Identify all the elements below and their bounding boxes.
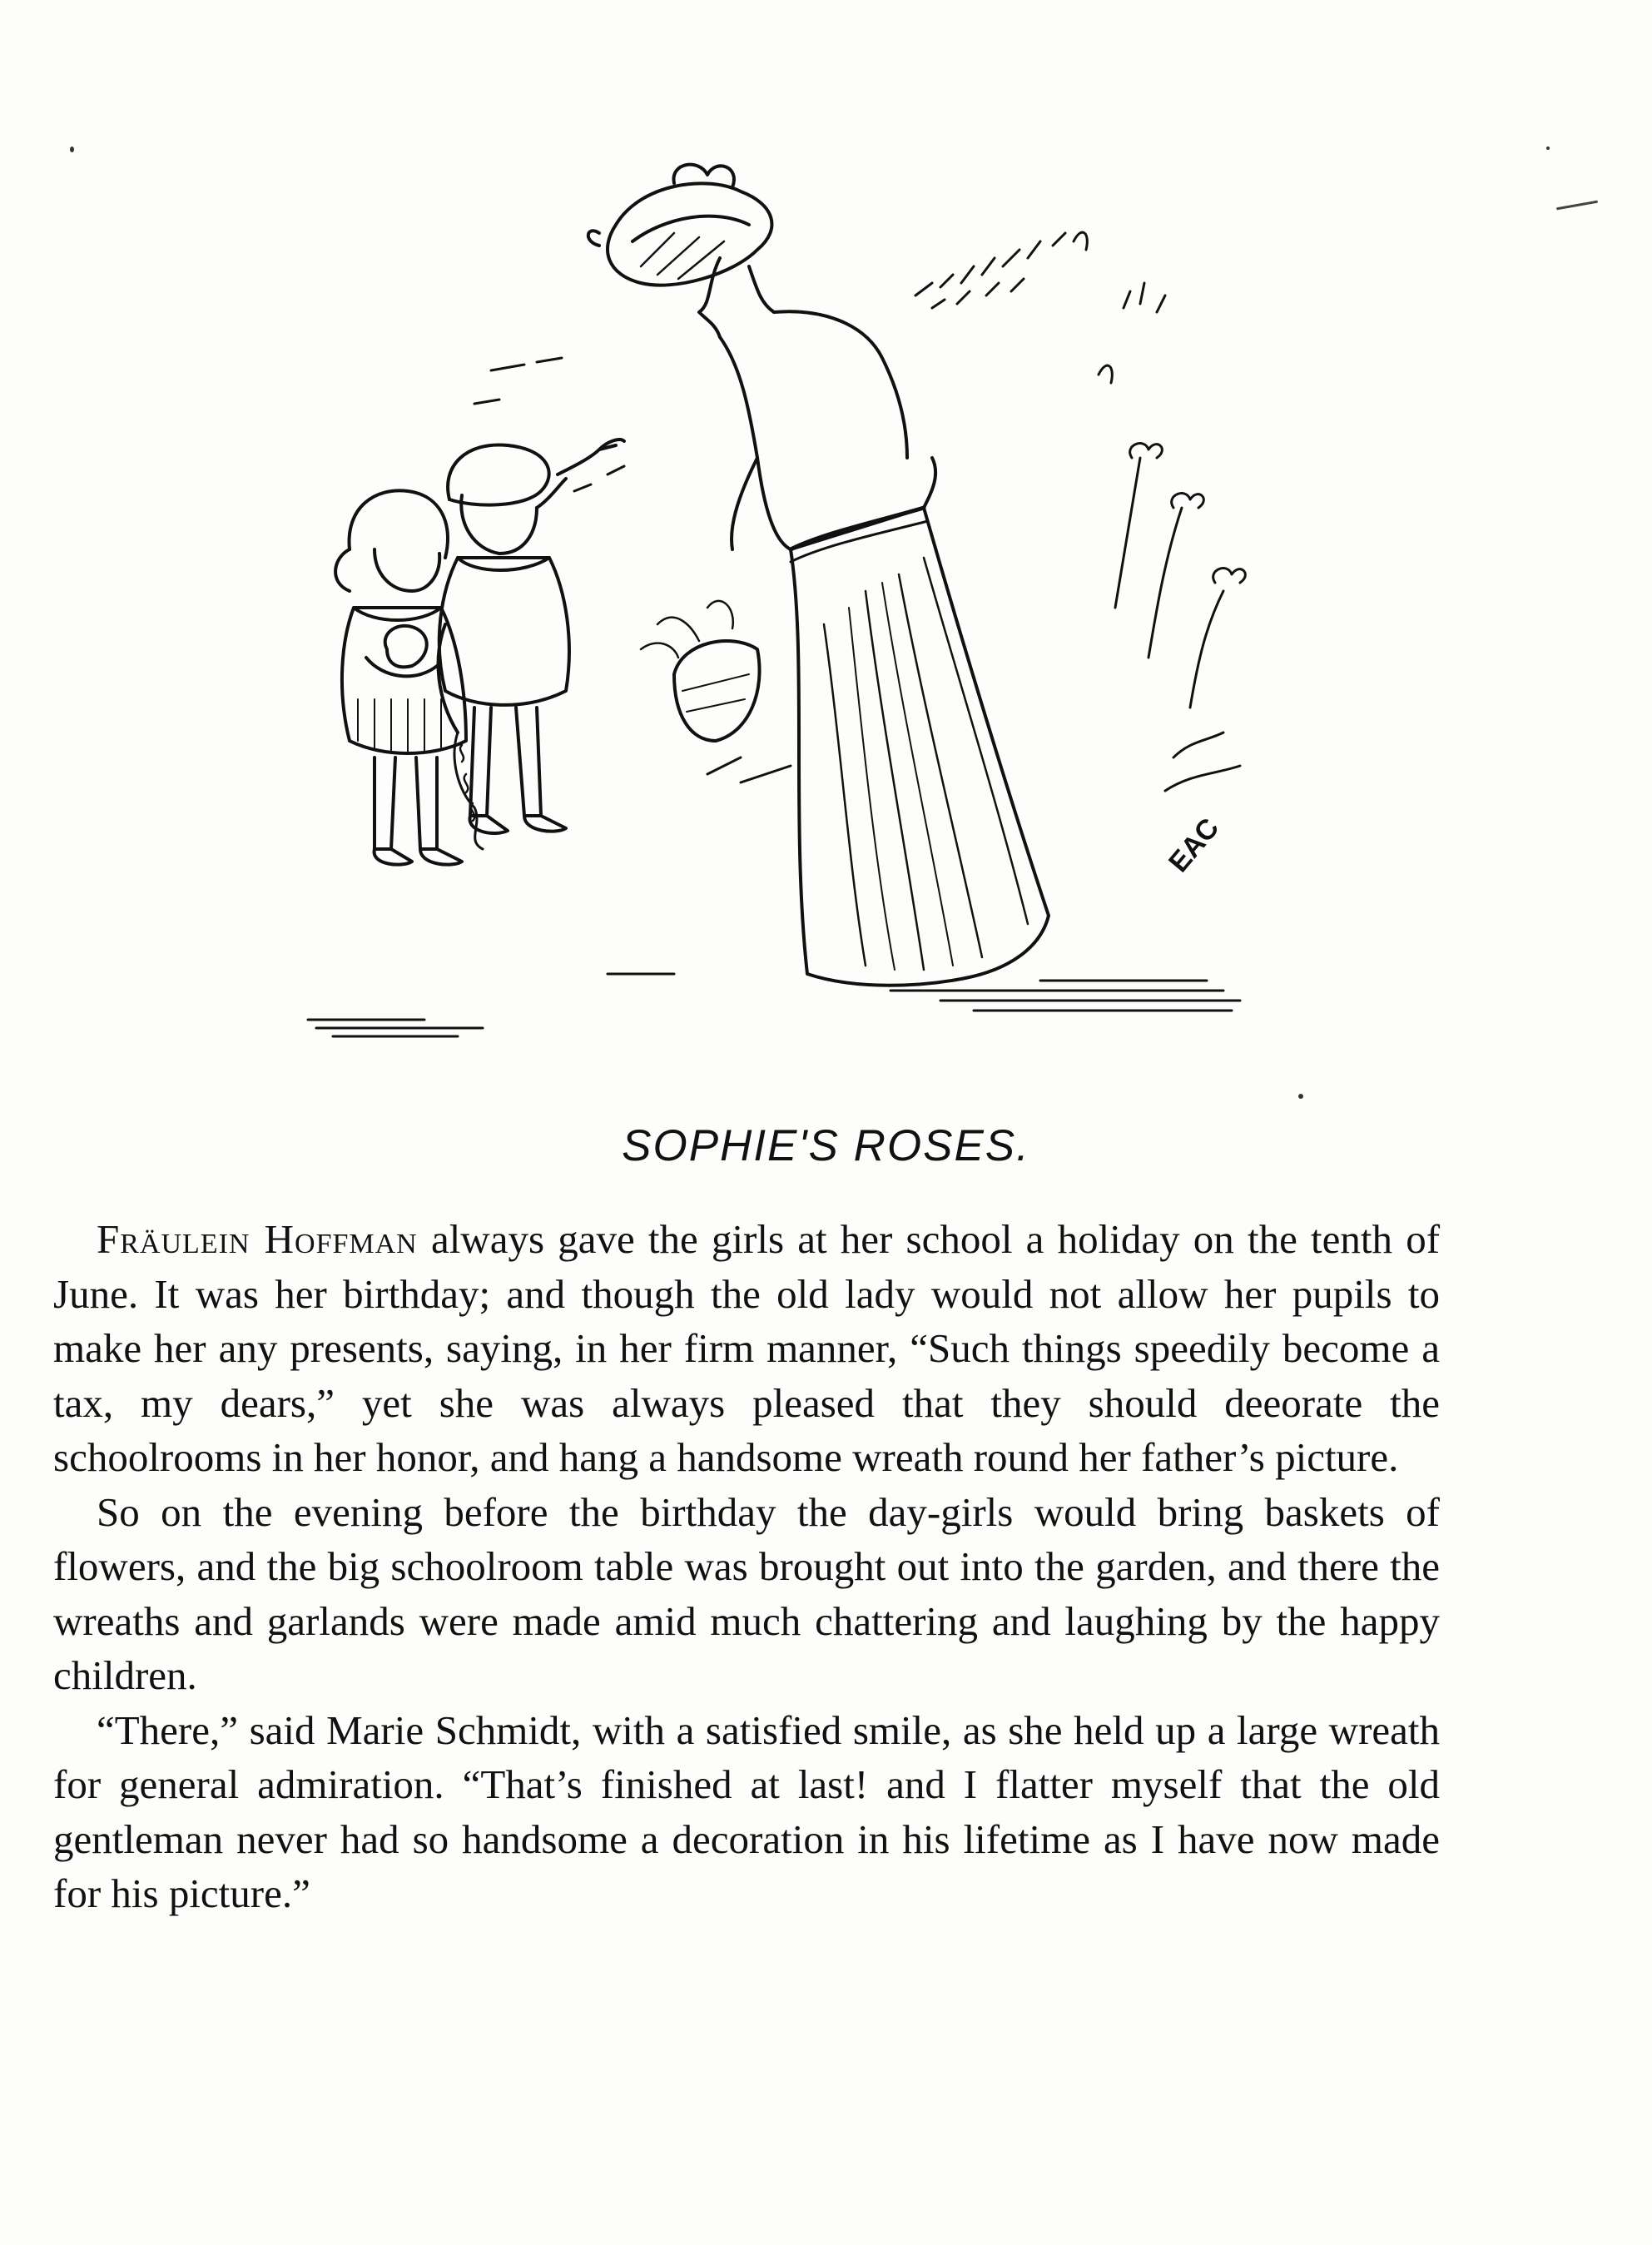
lead-name: Fräulein Hoffman [97, 1216, 418, 1262]
artist-signature: EAC [1163, 812, 1226, 879]
woman-figure [588, 165, 1049, 986]
paragraph-1-text: always gave the girls at her school a holiday on the tenth of June. It was her birthday; and though the old lady would not allow her pupils to make her any presents, saying, in her firm manner, “Such things speedily become a tax, my dears,” yet she was always pleased that they should deeorate the schoolrooms in her honor, and hang a handsome wreath round her father’s picture. [53, 1216, 1441, 1480]
flower-stems [1099, 283, 1245, 791]
paragraph-3: “There,” said Marie Schmidt, with a satisfied smile, as she held up a large wreath for general admiration. “That’s finished at last! and I flatter myself that the old gentleman never had so handsome a decoration in his lifetime as I have now made for his picture.” [53, 1706, 1440, 1916]
boy-figure [439, 440, 624, 849]
scan-speck [1298, 1094, 1303, 1099]
paragraph-1 [53, 1212, 1440, 1485]
girl-figure [335, 490, 466, 864]
paragraph-2: So on the evening before the birthday the day-girls would bring baskets of flowers, and the big schoolroom table was brought out into the garden, and there the wreaths and garlands were made amid much chattering and laughing by the happy children. [53, 1488, 1440, 1698]
story-body [53, 1212, 1440, 1921]
falling-leaves [915, 232, 1087, 308]
illustration [208, 158, 1290, 1074]
scan-speck [1546, 147, 1550, 150]
ground-hatching [308, 757, 1240, 1036]
scan-mark [1556, 201, 1598, 211]
scan-speck [70, 147, 74, 152]
story-title: SOPHIE'S ROSES. [622, 1121, 1030, 1170]
